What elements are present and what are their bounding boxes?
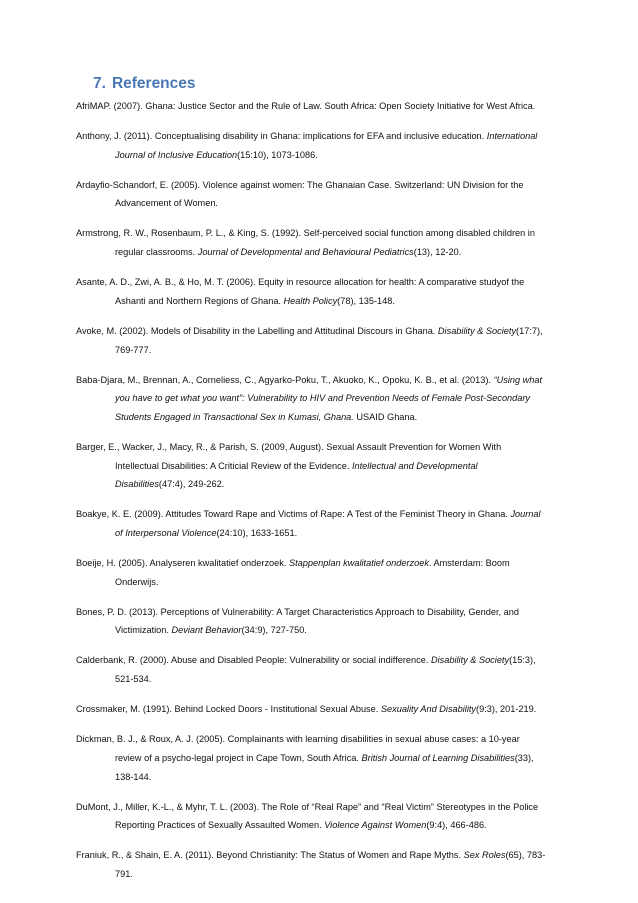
reference-entry <box>76 700 546 719</box>
reference-text: Boeije, H. (2005). Analyseren kwalitatief onderzoek. <box>76 558 289 569</box>
reference-text: Armstrong, R. W., Rosenbaum, P. L., & King, S. (1992). Self-perceived social function among disabled children in regular classrooms. <box>76 228 535 258</box>
reference-text: Asante, A. D., Zwi, A. B., & Ho, M. T. (2006). Equity in resource allocation for health: A comparative studyof the Ashanti and Northern Regions of Ghana. <box>76 277 525 306</box>
reference-source-title: British Journal of Learning Disabilities <box>361 752 515 763</box>
reference-text: Crossmaker, M. (1991). Behind Locked Doors - Institutional Sexual Abuse. <box>76 704 381 715</box>
reference-text: Ardayfio-Schandorf, E. (2005). Violence against women: The Ghanaian Case. Switzerland: UN Division for the Advancement of Women. <box>76 179 524 209</box>
reference-text: (65), 783-791. <box>115 850 546 879</box>
reference-list <box>76 97 546 895</box>
reference-text: (17:7), 769-777. <box>115 325 543 355</box>
reference-entry <box>76 176 546 213</box>
reference-entry <box>76 371 546 427</box>
reference-text: Bones, P. D. (2013). Perceptions of Vulnerability: A Target Characteristics Approach to Disability, Gender, and Victimization. <box>76 606 519 636</box>
reference-text: Baba-Djara, M., Brennan, A., Corneliess, C., Agyarko-Poku, T., Akuoko, K., Opoku, K. B., et al. (2013). <box>76 374 494 385</box>
reference-source-title: “Using what you have to get what you want”: Vulnerability to HIV and Prevention Needs of Female Post-Secondary Students Engaged in Transactional Sex in Kumasi, Ghana. <box>115 374 543 422</box>
reference-source-title: International Journal of Inclusive Education <box>115 131 538 160</box>
section-title: References <box>111 75 196 92</box>
reference-source-title: Intellectual and Developmental Disabilities <box>115 460 478 490</box>
reference-text: Dickman, B. J., & Roux, A. J. (2005). Complainants with learning disabilities in sexual abuse cases: a 10-year review of a psycho-legal project in Cape Town, South Africa. <box>76 734 520 763</box>
reference-text: Calderbank, R. (2000). Abuse and Disabled People: Vulnerability or social indifference. <box>76 655 431 666</box>
reference-entry <box>76 846 546 883</box>
reference-text: Barger, E., Wacker, J., Macy, R., & Parish, S. (2009, August). Sexual Assault Prevention for Women With Intellectual Disabilities: A Criticial Review of the Evidence. <box>76 441 502 471</box>
reference-text: AfriMAP. (2007). Ghana: Justice Sector and the Rule of Law. South Africa: Open Society Initiative for West Africa. <box>76 101 536 111</box>
reference-entry <box>76 603 546 640</box>
reference-source-title: Stappenplan kwalitatief onderzoek <box>288 558 429 569</box>
reference-text: (9:4), 466-486. <box>426 820 487 831</box>
reference-text: Boakye, K. E. (2009). Attitudes Toward Rape and Victims of Rape: A Test of the Feminist Theory in Ghana. <box>76 509 511 520</box>
reference-text: (33), 138-144. <box>115 752 534 782</box>
reference-text: (13), 12-20. <box>413 247 462 258</box>
reference-entry <box>76 554 546 591</box>
reference-source-title: Deviant Behavior <box>171 625 242 636</box>
reference-source-title: Sex Roles <box>463 850 506 861</box>
reference-source-title: Journal of Developmental and Behavioural Pediatrics <box>197 247 414 258</box>
reference-entry <box>76 438 546 494</box>
reference-entry <box>76 273 546 310</box>
reference-text: Franiuk, R., & Shain, E. A. (2011). Beyond Christianity: The Status of Women and Rape Myths. <box>76 850 464 861</box>
reference-text: (34:9), 727-750. <box>241 625 307 636</box>
reference-source-title: Health Policy <box>283 295 338 306</box>
reference-entry <box>76 97 546 116</box>
reference-text: Avoke, M. (2002). Models of Disability in the Labelling and Attitudinal Discours in Ghana. <box>76 325 438 336</box>
section-number: 7. <box>93 75 106 92</box>
reference-entry <box>76 127 546 164</box>
reference-source-title: Sexuality And Disability <box>380 704 477 715</box>
section-heading <box>93 75 196 93</box>
reference-entry <box>76 798 546 835</box>
reference-source-title: Journal of Interpersonal Violence <box>115 509 541 539</box>
reference-entry <box>76 651 546 688</box>
reference-text: Anthony, J. (2011). Conceptualising disability in Ghana: implications for EFA and inclusive education. <box>76 131 487 141</box>
reference-source-title: Disability & Society <box>430 655 510 666</box>
reference-text: DuMont, J., Miller, K.-L., & Myhr, T. L. (2003). The Role of “Real Rape” and “Real Victim” Stereotypes in the Police Reporting Practices of Sexually Assaulted Women. <box>76 801 539 831</box>
reference-source-title: Violence Against Women <box>324 820 427 831</box>
reference-text: USAID Ghana. <box>353 411 418 422</box>
reference-text: (9:3), 201-219. <box>476 704 537 715</box>
reference-text: (15:3), 521-534. <box>115 655 536 685</box>
reference-text: (15:10), 1073-1086. <box>237 149 318 160</box>
reference-entry <box>76 730 546 786</box>
reference-entry <box>76 322 546 359</box>
reference-entry <box>76 224 546 261</box>
reference-entry <box>76 505 546 542</box>
reference-text: . Amsterdam: Boom Onderwijs. <box>115 558 510 587</box>
reference-text: (47:4), 249-262. <box>158 479 225 490</box>
reference-source-title: Disability & Society <box>437 325 517 336</box>
reference-text: (78), 135-148. <box>337 295 395 306</box>
reference-text: (24:10), 1633-1651. <box>216 528 298 539</box>
